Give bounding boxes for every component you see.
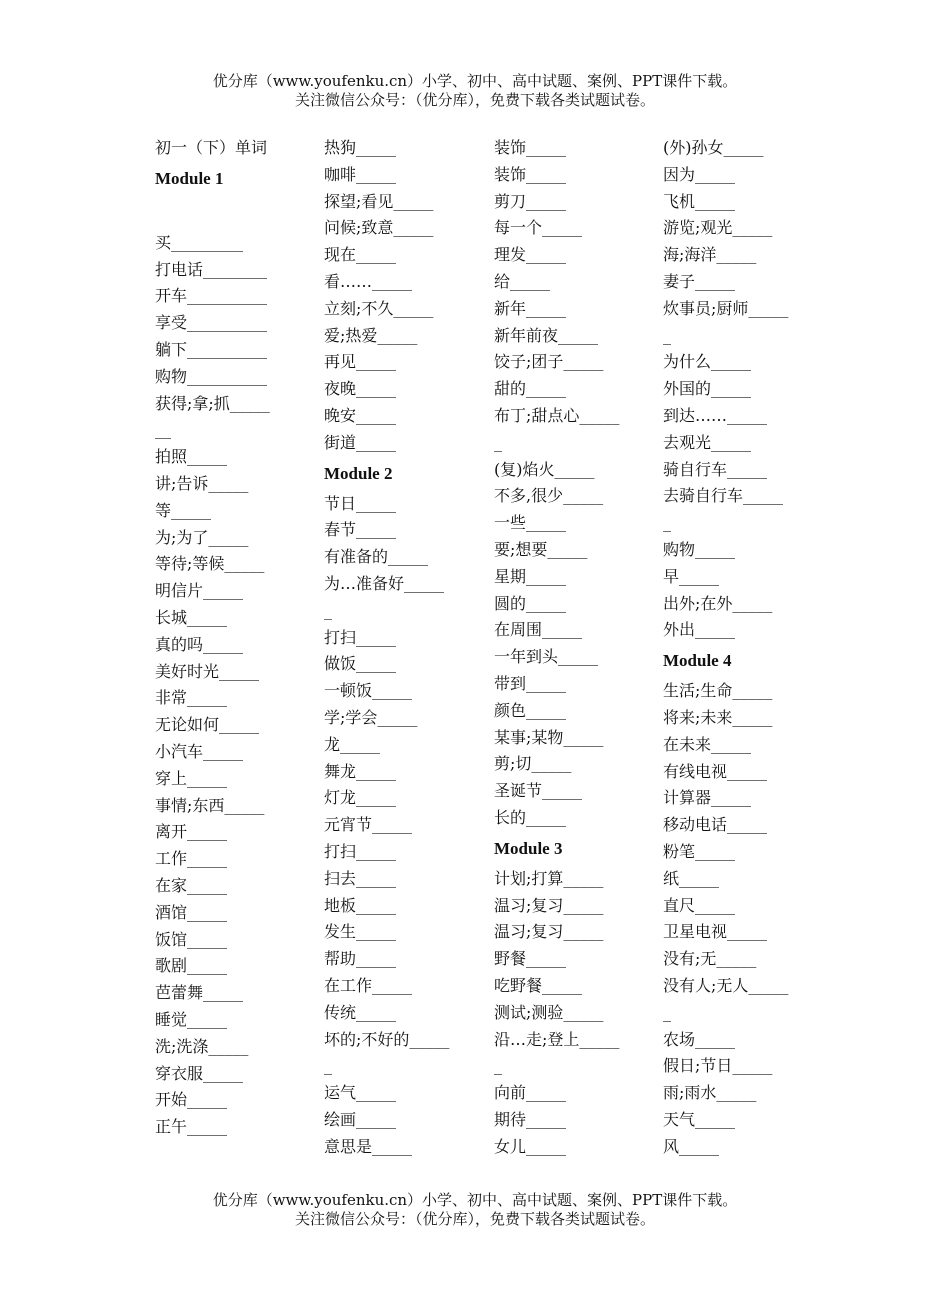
vocab-item: 舞龙_____: [324, 761, 397, 781]
header-line-1: 优分库（www.youfenku.cn）小学、初中、高中试题、案例、PPT课件下载。: [212, 72, 738, 90]
vocab-item: 外国的_____: [663, 379, 752, 399]
vocab-item: 做饭_____: [324, 654, 397, 674]
vocab-item: 要;想要_____: [494, 539, 588, 559]
vocab-item: 美好时光_____: [155, 661, 260, 681]
vocab-item: _: [663, 1002, 671, 1022]
vocab-item: 讲;告诉_____: [155, 473, 249, 493]
vocab-item: 买_________: [155, 232, 244, 252]
vocab-item: 小汽车_____: [155, 741, 244, 761]
vocab-item: 真的吗_____: [155, 634, 244, 654]
vocab-item: 在周围_____: [494, 620, 583, 640]
vocab-item: 地板_____: [324, 895, 397, 915]
vocab-item: (复)焰火_____: [494, 459, 595, 479]
vocab-item: 计划;打算_____: [494, 868, 604, 888]
vocab-item: (外)孙女_____: [663, 138, 764, 157]
vocab-item: 再见_____: [324, 352, 397, 372]
vocab-item: 灯龙_____: [324, 788, 397, 808]
vocab-item: 正午_____: [155, 1117, 228, 1137]
vocab-item: 将来;未来_____: [663, 707, 773, 727]
vocab-item: _: [663, 513, 671, 533]
vocab-item: 现在_____: [324, 245, 397, 265]
vocab-item: 去观光_____: [663, 432, 752, 452]
vocab-item: 装饰_____: [494, 164, 567, 184]
vocab-item: 温习;复习_____: [494, 922, 604, 942]
column-4: [663, 135, 788, 1160]
vocab-item: 农场_____: [663, 1029, 736, 1049]
vocab-item: 计算器_____: [663, 788, 752, 808]
vocab-item: 女儿_____: [494, 1136, 567, 1156]
vocab-item: 打电话________: [155, 259, 268, 279]
vocab-item: 节日_____: [324, 493, 397, 513]
spacer: [155, 196, 270, 230]
vocab-item: 饺子;团子_____: [494, 352, 604, 372]
vocab-item: 芭蕾舞_____: [155, 983, 244, 1003]
vocab-item: 雨;雨水_____: [663, 1083, 757, 1103]
vocab-item: 期待_____: [494, 1109, 567, 1129]
vocab-item: 新年_____: [494, 298, 567, 318]
vocab-item: 妻子_____: [663, 271, 736, 291]
vocab-item: 立刻;不久_____: [324, 298, 434, 318]
vocab-item: 扫去_____: [324, 868, 397, 888]
vocab-item: 布丁;甜点心_____: [494, 405, 620, 425]
vocab-item: 探望;看见_____: [324, 191, 434, 211]
vocab-item: 因为_____: [663, 164, 736, 184]
vocab-item: 等_____: [155, 500, 212, 520]
vocab-item: 粉笔_____: [663, 841, 736, 861]
vocab-item: 学;学会_____: [324, 707, 418, 727]
vocab-item: 一顿饭_____: [324, 681, 413, 701]
vocab-item: 不多,很少_____: [494, 486, 604, 506]
vocab-item: 洗;洗涤_____: [155, 1036, 249, 1056]
page-header: [0, 72, 950, 110]
vocab-item: 剪刀_____: [494, 191, 567, 211]
vocab-item: 骑自行车_____: [663, 459, 768, 479]
vocab-item: 意思是_____: [324, 1136, 413, 1156]
vocab-item: 为…准备好_____: [324, 573, 445, 593]
vocab-item: 夜晚_____: [324, 379, 397, 399]
vocab-item: 给_____: [494, 271, 551, 291]
vocab-item: 带到_____: [494, 673, 567, 693]
vocab-item: _: [663, 325, 671, 345]
vocab-item: 坏的;不好的_____: [324, 1029, 450, 1049]
vocab-item: 街道_____: [324, 432, 397, 452]
vocab-item: 有准备的_____: [324, 547, 429, 567]
vocab-item: 生活;生命_____: [663, 681, 773, 701]
vocab-item: 酒馆_____: [155, 902, 228, 922]
vocab-item: 去骑自行车_____: [663, 486, 784, 506]
vocab-item: 吃野餐_____: [494, 975, 583, 995]
vocab-item: 看……_____: [324, 271, 413, 291]
vocab-item: 购物_____: [663, 539, 736, 559]
vocab-item: 长的_____: [494, 807, 567, 827]
column-1: [155, 135, 270, 1141]
vocab-item: 没有;无_____: [663, 949, 757, 969]
vocab-item: 打扫_____: [324, 627, 397, 647]
vocab-item: 外出_____: [663, 620, 736, 640]
vocab-item: 离开_____: [155, 822, 228, 842]
vocab-item: 穿上_____: [155, 768, 228, 788]
vocab-item: 每一个_____: [494, 218, 583, 238]
vocab-item: 在家_____: [155, 875, 228, 895]
page-footer: [0, 1191, 950, 1229]
vocab-item: 运气_____: [324, 1083, 397, 1103]
vocab-item: 春节_____: [324, 520, 397, 540]
vocab-item: 明信片_____: [155, 581, 244, 601]
vocab-item: 获得;拿;抓_____: [155, 393, 270, 413]
vocab-item: 温习;复习_____: [494, 895, 604, 915]
header-line-2: 关注微信公众号：（优分库），免费下载各类试题试卷。: [294, 91, 655, 109]
vocab-item: 纸_____: [663, 868, 720, 888]
vocab-item: 传统_____: [324, 1002, 397, 1022]
vocab-item: 在未来_____: [663, 734, 752, 754]
vocab-item: 热狗_____: [324, 138, 397, 157]
vocab-item: 享受__________: [155, 313, 268, 333]
vocab-item: 早_____: [663, 566, 720, 586]
footer-line-2: 关注微信公众号：（优分库），免费下载各类试题试卷。: [294, 1210, 655, 1228]
vocab-item: 无论如何_____: [155, 715, 260, 735]
module-heading: Module 1: [155, 168, 224, 188]
vocab-item: 向前_____: [494, 1083, 567, 1103]
vocab-item: 躺下__________: [155, 339, 268, 359]
module-heading: Module 3: [494, 838, 563, 858]
vocab-item: 开车__________: [155, 286, 268, 306]
vocab-item: 没有人;无人_____: [663, 975, 789, 995]
vocab-item: 晚安_____: [324, 405, 397, 425]
vocab-item: 打扫_____: [324, 841, 397, 861]
vocab-item: 一些_____: [494, 513, 567, 533]
vocab-item: 到达……_____: [663, 405, 768, 425]
page-title: 初一（下）单词: [155, 138, 268, 157]
vocab-item: 等待;等候_____: [155, 554, 265, 574]
vocab-item: 海;海洋_____: [663, 245, 757, 265]
vocab-item: 星期_____: [494, 566, 567, 586]
vocab-item: 饭馆_____: [155, 929, 228, 949]
vocab-item: 圣诞节_____: [494, 781, 583, 801]
vocab-item: 事情;东西_____: [155, 795, 265, 815]
vocab-item: 购物__________: [155, 366, 268, 386]
vocab-item: 野餐_____: [494, 949, 567, 969]
vocab-item: _: [494, 432, 502, 452]
vocab-item: 飞机_____: [663, 191, 736, 211]
vocab-item: 在工作_____: [324, 975, 413, 995]
vocab-item: 剪;切_____: [494, 754, 572, 774]
vocab-item: 歌剧_____: [155, 956, 228, 976]
vocab-item: 甜的_____: [494, 379, 567, 399]
vocab-item: 绘画_____: [324, 1109, 397, 1129]
vocab-item: 元宵节_____: [324, 815, 413, 835]
vocab-item: 长城_____: [155, 607, 228, 627]
vocab-item: 出外;在外_____: [663, 593, 773, 613]
vocab-item: 龙_____: [324, 734, 381, 754]
vocab-item: __: [155, 420, 171, 440]
vocab-item: 颜色_____: [494, 700, 567, 720]
vocab-item: 工作_____: [155, 849, 228, 869]
vocab-item: 为什么_____: [663, 352, 752, 372]
vocab-item: 理发_____: [494, 245, 567, 265]
vocab-item: 有线电视_____: [663, 761, 768, 781]
vocab-item: 拍照_____: [155, 447, 228, 467]
vocab-item: 咖啡_____: [324, 164, 397, 184]
vocab-item: _: [324, 1056, 332, 1076]
vocab-item: _: [324, 600, 332, 620]
vocab-item: 发生_____: [324, 922, 397, 942]
vocab-item: 新年前夜_____: [494, 325, 599, 345]
vocab-item: 游览;观光_____: [663, 218, 773, 238]
module-heading: Module 2: [324, 463, 393, 483]
vocab-item: 非常_____: [155, 688, 228, 708]
footer-line-1: 优分库（www.youfenku.cn）小学、初中、高中试题、案例、PPT课件下载。: [212, 1191, 738, 1209]
vocab-item: 直尺_____: [663, 895, 736, 915]
vocab-item: 假日;节日_____: [663, 1056, 773, 1076]
vocab-item: 问候;致意_____: [324, 218, 434, 238]
vocab-item: 装饰_____: [494, 138, 567, 157]
vocab-item: 圆的_____: [494, 593, 567, 613]
column-2: [324, 135, 449, 1160]
vocab-item: 测试;测验_____: [494, 1002, 604, 1022]
column-3: [494, 135, 619, 1160]
vocab-item: 穿衣服_____: [155, 1063, 244, 1083]
vocab-item: 移动电话_____: [663, 815, 768, 835]
vocab-item: 为;为了_____: [155, 527, 249, 547]
vocab-item: 帮助_____: [324, 949, 397, 969]
vocab-item: 一年到头_____: [494, 647, 599, 667]
vocab-item: 开始_____: [155, 1090, 228, 1110]
vocab-item: 卫星电视_____: [663, 922, 768, 942]
vocab-item: _: [494, 1056, 502, 1076]
vocab-item: 睡觉_____: [155, 1009, 228, 1029]
vocab-item: 沿…走;登上_____: [494, 1029, 620, 1049]
module-heading: Module 4: [663, 651, 732, 671]
vocab-item: 爱;热爱_____: [324, 325, 418, 345]
vocab-item: 炊事员;厨师_____: [663, 298, 789, 318]
vocab-item: 风_____: [663, 1136, 720, 1156]
vocab-item: 天气_____: [663, 1109, 736, 1129]
vocab-item: 某事;某物_____: [494, 727, 604, 747]
